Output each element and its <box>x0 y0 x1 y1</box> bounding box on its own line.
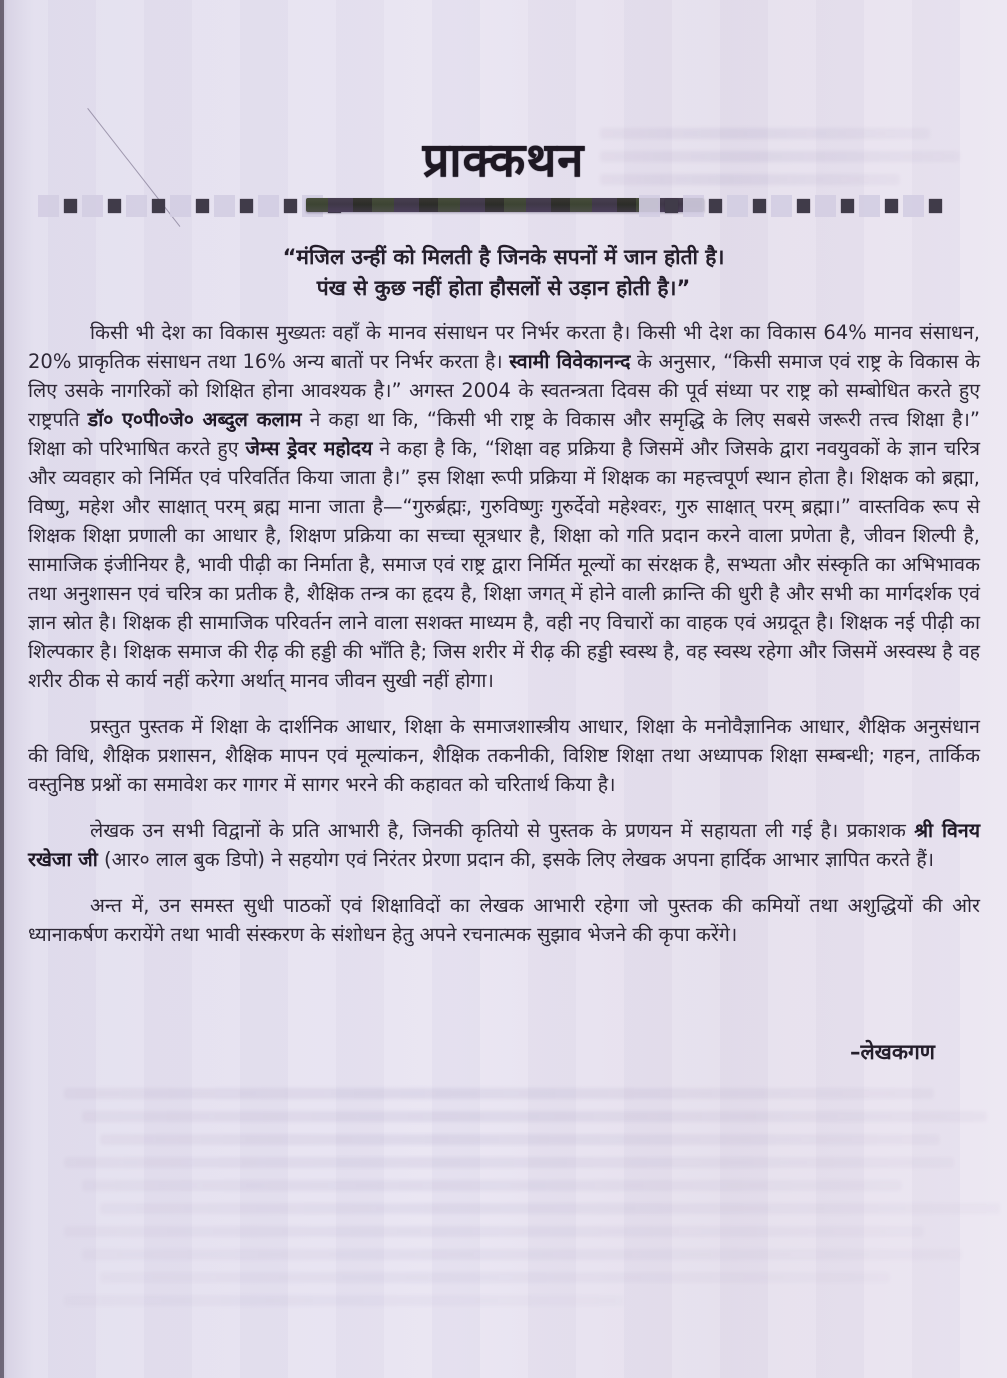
text-run: लेखक उन सभी विद्वानों के प्रति आभारी है, जिनकी कृतियो से पुस्तक के प्रणयन में सहायता ली गई है। प्रकाशक <box>90 819 915 842</box>
bold-text-run: स्वामी विवेकानन्द <box>509 350 631 373</box>
divider-ghost-square <box>214 195 235 217</box>
divider-dark-square <box>841 199 854 213</box>
divider-ghost-square <box>727 195 748 217</box>
bold-text-run: जेम्स ड्रेवर महोदय <box>245 437 373 460</box>
bleedthrough-bottom <box>64 1088 980 1318</box>
divider-dark-square <box>196 199 209 213</box>
divider-dark-square <box>797 199 810 213</box>
text-run: किसी भी देश का विकास मुख्यतः वहाँ के मानव संसाधन पर निर्भर करता है। किसी भी देश का विकास 64% मानव संसाधन, 20% प्राकृतिक संसाधन तथा 16% अन्य बातों पर निर्भर करता है। <box>28 321 980 373</box>
bold-text-run: श्री विनय रखेजा जी <box>28 819 981 871</box>
divider-dark-square <box>665 199 678 213</box>
page-title: प्राक्कथन <box>422 133 585 188</box>
divider-ghost-square <box>771 195 792 217</box>
bleedthrough-line <box>82 1111 987 1122</box>
decorative-divider <box>30 193 945 219</box>
quote-line-2: पंख से कुछ नहीं होता हौसलों से उड़ान होती है।” <box>316 276 691 300</box>
author-signature: –लेखकगण <box>849 1040 935 1064</box>
bleedthrough-line <box>100 1203 1000 1214</box>
bleedthrough-line <box>64 1295 624 1306</box>
divider-dark-square <box>709 199 722 213</box>
divider-ghost-square <box>170 195 191 217</box>
divider-ghost-square <box>859 195 880 217</box>
divider-squares-right <box>637 193 945 219</box>
divider-dark-square <box>885 199 898 213</box>
quote-line-1: “मंजिल उन्हीं को मिलती है जिनके सपनों में जान होती है। <box>282 245 725 269</box>
preface-paragraph <box>28 816 980 874</box>
bleedthrough-line <box>100 1134 940 1145</box>
divider-ghost-square <box>815 195 836 217</box>
text-run: ने कहा था कि, “किसी भी राष्ट्र के विकास और समृद्धि के लिए सबसे जरूरी तत्त्व शिक्षा है।” शिक्षा को परिभाषित करते हुए <box>28 408 981 460</box>
divider-dark-square <box>753 199 766 213</box>
divider-dark-square <box>108 199 121 213</box>
text-run: (आर० लाल बुक डिपो) ने सहयोग एवं निरंतर प्रेरणा प्रदान की, इसके लिए लेखक अपना हार्दिक आभार ज्ञापित करते हैं। <box>97 848 935 871</box>
bleedthrough-line <box>82 1249 962 1260</box>
text-run: प्रस्तुत पुस्तक में शिक्षा के दार्शनिक आधार, शिक्षा के समाजशास्त्रीय आधार, शिक्षा के मनोवैज्ञानिक आधार, शैक्षिक अनुसंधान की विधि, शैक्षिक प्रशासन, शैक्षिक मापन एवं मूल्यांकन, शैक्षिक तकनीकी, विशिष्ट शिक्षा तथा अध्यापक शिक्षा सम्बन्धी; गहन, तार्किक वस्तुनिष्ठ प्रश्नों का समावेश कर गागर में सागर भरने की कहावत को चरितार्थ किया है। <box>28 715 980 796</box>
divider-ghost-square <box>82 195 103 217</box>
divider-ghost-square <box>126 195 147 217</box>
divider-ghost-square <box>38 195 59 217</box>
bleedthrough-line <box>64 1226 924 1237</box>
divider-squares-left <box>36 193 344 219</box>
bleedthrough-line <box>82 1180 902 1191</box>
divider-dark-square <box>284 199 297 213</box>
bleedthrough-line <box>64 1157 954 1168</box>
divider-dark-square <box>929 199 942 213</box>
divider-ghost-square <box>683 195 704 217</box>
divider-dark-square <box>152 199 165 213</box>
text-run: अन्त में, उन समस्त सुधी पाठकों एवं शिक्षाविदों का लेखक आभारी रहेगा जो पुस्तक की कमियों तथा अशुद्धियों की ओर ध्यानाकर्षण करायेंगे तथा भावी संस्करण के संशोधन हेतु अपने रचनात्मक सुझाव भेजने की कृपा करेंगे। <box>28 894 980 946</box>
page-spine-shadow <box>0 0 4 1378</box>
divider-dark-square <box>64 199 77 213</box>
divider-ghost-square <box>639 195 660 217</box>
preface-paragraph <box>28 318 980 695</box>
text-run: ने कहा है कि, “शिक्षा वह प्रक्रिया है जिसमें और जिसके द्वारा नवयुवकों के ज्ञान चरित्र और व्यवहार को निर्मित एवं परिवर्तित किया जाता है।” इस शिक्षा रूपी प्रक्रिया में शिक्षक का महत्त्वपूर्ण स्थान होता है। शिक्षक को ब्रह्मा, विष्णु, महेश और साक्षात् परम् ब्रह्म माना जाता है—“गुरुर्ब्रह्मः, गुरुविष्णुः गुरुर्देवो महेश्वरः, गुरु साक्षात् परम् ब्रह्मा।” वास्तविक रूप से शिक्षक शिक्षा प्रणाली का आधार है, शिक्षण प्रक्रिया का सच्चा सूत्रधार है, शिक्षा को गति प्रदान करने वाला प्रणेता है, जीवन शिल्पी है, सामाजिक इंजीनियर है, भावी पीढ़ी का निर्माता है, समाज एवं राष्ट्र द्वारा निर्मित मूल्यों का संरक्षक है, सभ्यता और संस्कृति का अभिभावक तथा अनुशासन एवं चरित्र का प्रतीक है, शैक्षिक तन्त्र का हृदय है, शिक्षा जगत् में होने वाली क्रान्ति की धुरी है और सभी का मार्गदर्शक एवं ज्ञान स्रोत है। शिक्षक ही सामाजिक परिवर्तन लाने वाला सशक्त माध्यम है, वही नए विचारों का वाहक एवं अग्रदूत है। शिक्षक नई पीढ़ी का शिल्पकार है। शिक्षक समाज की रीढ़ की हड्डी की भाँति है; जिस शरीर में रीढ़ की हड्डी स्वस्थ है, वह स्वस्थ रहेगा और जिसमें अस्वस्थ है वह शरीर ठीक से कार्य नहीं करेगा अर्थात् मानव जीवन सुखी नहीं होगा। <box>28 437 980 692</box>
preface-paragraph <box>28 891 980 949</box>
divider-ghost-square <box>258 195 279 217</box>
preface-body <box>28 318 980 966</box>
epigraph-quote <box>0 242 1007 304</box>
text-run: के अनुसार, “किसी समाज एवं राष्ट्र के विकास के लिए उसके नागरिकों को शिक्षित होना आवश्यक है।” अगस्त 2004 के स्वतन्त्रता दिवस की पूर्व संध्या पर राष्ट्र को सम्बोधित करते हुए राष्ट्रपति <box>28 350 980 431</box>
bleedthrough-line <box>64 1088 934 1099</box>
preface-paragraph <box>28 712 980 799</box>
bleedthrough-line <box>100 1272 890 1283</box>
divider-dark-square <box>240 199 253 213</box>
bold-text-run: डॉ० ए०पी०जे० अब्दुल कलाम <box>87 408 302 431</box>
divider-ghost-square <box>903 195 924 217</box>
